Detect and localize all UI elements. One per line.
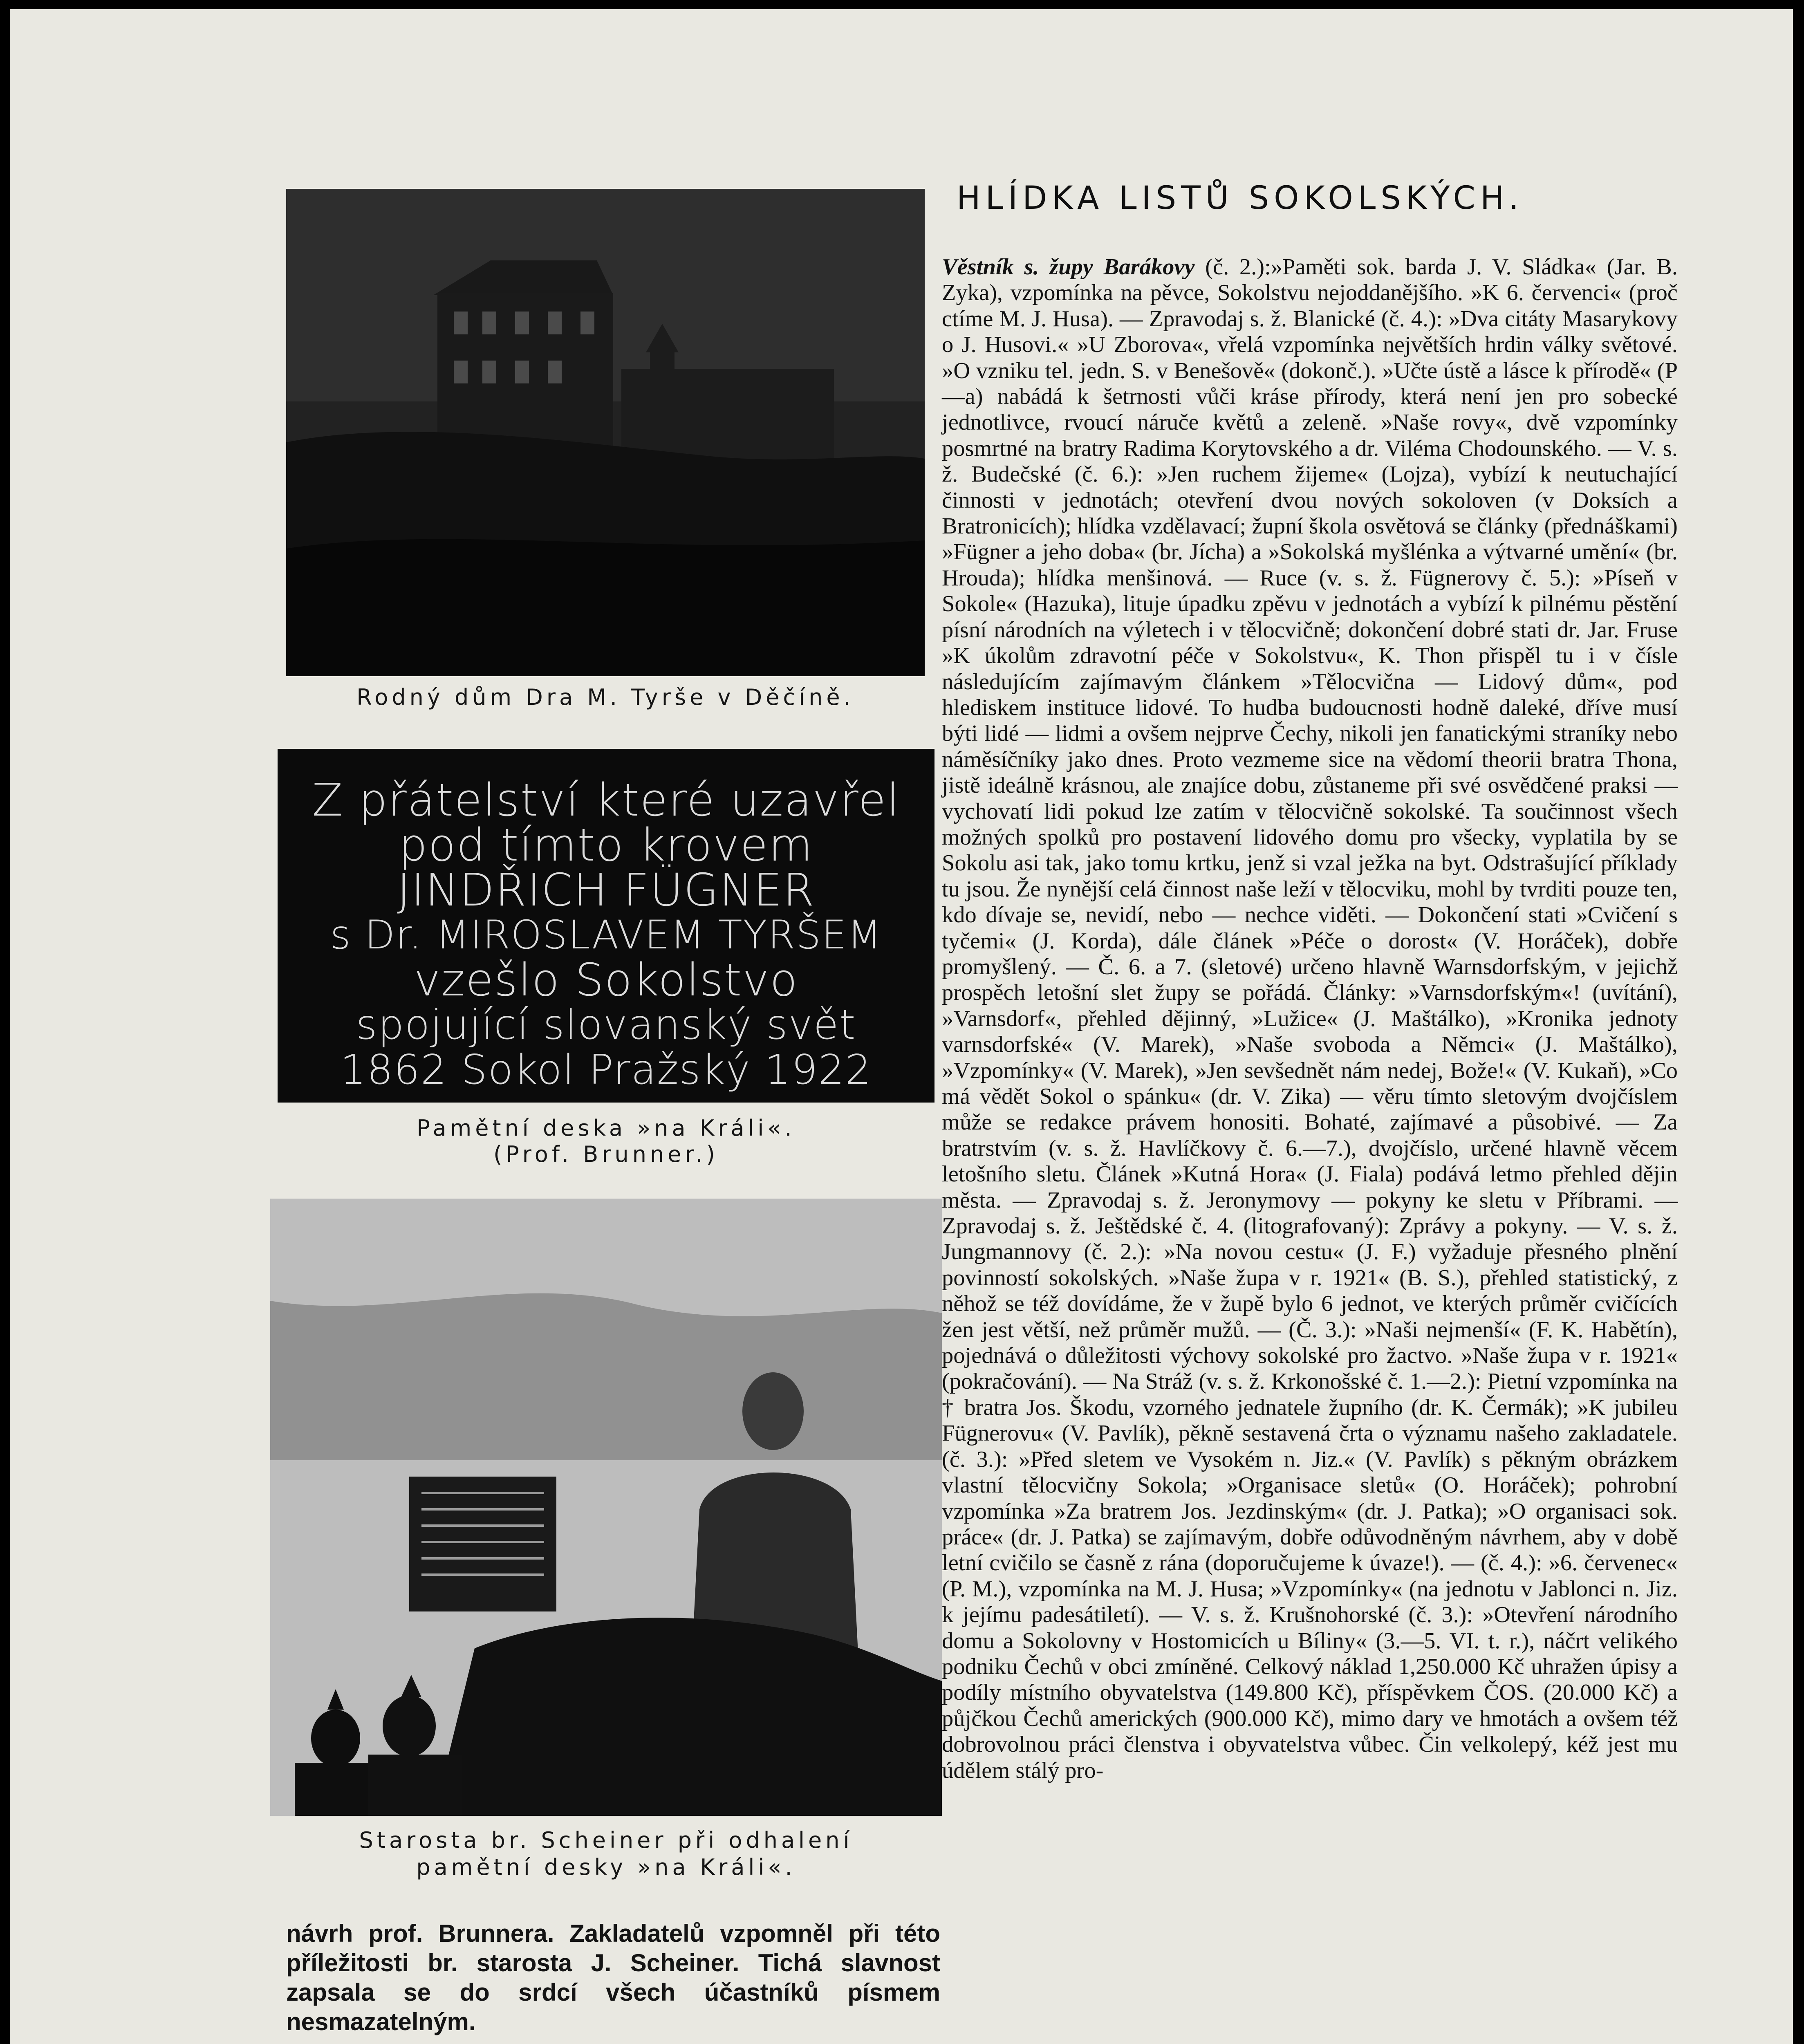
ceremony-photo-image — [270, 1199, 942, 1816]
ceremony-caption-1: Starosta br. Scheiner při odhalení — [359, 1827, 853, 1853]
plaque-caption-1: Pamětní deska »na Králi«. — [417, 1115, 796, 1141]
plaque-caption-2: (Prof. Brunner.) — [493, 1141, 719, 1167]
article-body — [942, 254, 1678, 1784]
memorial-plaque — [278, 749, 934, 1103]
ceremony-caption-2: pamětní desky »na Králi«. — [416, 1854, 796, 1880]
page — [10, 9, 1793, 2044]
article-text: (č. 2.):»Paměti sok. barda J. V. Sládka« (Jar. B. Zyka), vzpomínka na pěvce, Sokolstvu nejoddanějšího. »K 6. červenci« (proč ctíme M. J. Husa). — Zpravodaj s. ž. Blanické (č. 4.): »Dva citáty Masarykovy o J. Husovi.« »U Zborova«, vřelá vzpomínka největších hrdin války světové. »O vzniku tel. jedn. S. v Benešově« (dokonč.). »Učte ústě a lásce k přírodě« (P—a) nabádá k šetrnosti vůči kráse přírody, která není jen pro sobecké jednotlivce, rvoucí náruče květů a zeleně. »Naše rovy«, dvě vzpomínky posmrtné na bratry Radima Korytovského a dr. Viléma Chodounského. — V. s. ž. Budečské (č. 6.): »Jen ruchem žijeme« (Lojza), vybízí k neutuchající činnosti v jednotách; otevření dvou nových sokoloven (v Doksích a Bratronicích); hlídka vzdělavací; župní škola osvětová se články (přednáškami) »Fügner a jeho doba« (br. Jícha) a »Sokolská myšlénka a výtvarné umění« (br. Hrouda); hlídka menšinová. — Ruce (v. s. ž. Fügnerovy č. 5.): »Píseň v Sokole« (Hazuka), lituje úpadku zpěvu v jednotách a vybízí k pilnému pěstění písní národních na výletech i v tělocvičně; dokončení dobré stati dr. Jar. Fruse »K úkolům zdravotní péče v Sokolstvu«, K. Thon přispěl tu i v čísle následujícím zajímavým článkem »Tělocvična — Lidový dům«, pod hlediskem instituce lidové. To hudba budoucnosti hodně daleké, dříve musí býti lidé — lidmi a ovšem nejprve Čechy, nikoli jen fanatickými straníky nebo náměsíčníky jako dnes. Proto vezmeme sice na vědomí theorii bratra Thona, jistě ideálně krásnou, ale znajíce dobu, zůstaneme při své osvědčené praksi — vychovatí lidi pokud lze zatím v tělocvičně sokolské. Ta součinnost všech možných spolků pro postavení lidového domu pro všecky, vyplatila by se Sokolu asi tak, jako tomu krtku, jenž si vzal ježka na byt. Odstrašující příklady tu jsou. Že nynější celá činnost naše leží v tělocviku, mohl by tvrditi pouze ten, kdo dívaje se, nevidí, nebo — nechce viděti. — Dokončení stati »Cvičení s tyčemi« (J. Korda), dále článek »Péče o dorost« (V. Horáček), dobře promyšlený. — Č. 6. a 7. (sletové) určeno hlavně Warnsdorfským, v jejichž prospěch letošní slet župy se pořádá. Články: »Varnsdorfským«! (uvítání), »Varnsdorf«, přehled dějinný, »Lužice« (J. Maštálko), »Kronika jednoty varnsdorfské« (V. Marek), »Naše svoboda a Němci« (J. Maštálko), »Vzpomínky« (V. Marek), »Jen sevšednět nám nedej, Bože!« (V. Kukaň), »Co má vědět Sokol o spánku« (dr. V. Zika) — věru tímto sletovým dvojčíslem může se redakce právem honositi. Bohaté, zajímavé a působivé. — Za bratrstvím (v. s. ž. Havlíčkovy č. 6.—7.), dvojčíslo, určené hlavně věcem letošního sletu. Článek »Kutná Hora« (J. Fiala) podává letmo přehled dějin města. — Zpravodaj s. ž. Jeronymovy — pokyny ke sletu v Příbrami. — Zpravodaj s. ž. Ještědské č. 4. (litografovaný): Zprávy a pokyny. — V. s. ž. Jungmannovy (č. 2.): »Na novou cestu« (J. F.) vyžaduje přesného plnění povinností sokolských. »Naše župa v r. 1921« (B. S.), přehled statistický, z něhož se též dovídáme, že v župě bylo 6 jednot, ve kterých průměr cvičících žen jest větší, než průměr mužů. — (Č. 3.): »Naši nejmenší« (F. K. Habětín), pojednává o důležitosti výchovy sokolské pro žactvo. »Naše župa v r. 1921« (pokračování). — Na Stráž (v. s. ž. Krkonošské č. 1.—2.): Pietní vzpomínka na † bratra Jos. Škodu, vzorného jednatele župního (dr. K. Čermák); »K jubileu Fügnerovu« (V. Pavlík), pěkně sestavená črta o významu našeho zakladatele. (č. 3.): »Před sletem ve Vysokém n. Jiz.« (V. Pavlík) s pěkným obrázkem vlastní tělocvičny Sokola; »Organisace sletů« (O. Horáček); pohrobní vzpomínka »Za bratrem Jos. Jezdinským« (dr. J. Patka); »O organisaci sok. práce« (dr. J. Patka) se zajímavým, dobře odůvodněným návrhem, aby v době letní cvičilo se časně z rána (doporučujeme k úvaze!). — (č. 4.): »6. červenec« (P. M.), vzpomínka na M. J. Husa; »Vzpomínky« (na jednotu v Jablonci n. Jiz. k jejímu padesátiletí). — V. s. ž. Krušnohorské (č. 3.): »Otevření národního domu a Sokolovny v Hostomicích u Bíliny« (3.—5. VI. t. r.), náčrt velikého podniku Čechů v obci zmíněné. Celkový náklad 1,250.000 Kč uhražen úpisy a podíly místního obyvatelstva (149.800 Kč), příspěvkem ČOS. (20.000 Kč) a půjčkou Čechů amerických (900.000 Kč), mimo dary ve hmotách a ovšem též dobrovolnou práci členstva i obyvatelstva vůbec. Čin velkolepý, kéž jest mu údělem stálý pro- — [942, 254, 1678, 1783]
house-photo — [286, 189, 925, 676]
plaque-line: s Dr. MIROSLAVEM TYRŠEM — [330, 912, 882, 958]
left-column-text: návrh prof. Brunnera. Zakladatelů vzpomněl při této příležitosti br. starosta J. Scheiner. Tichá slavnost zapsala se do srdcí všech účastníků písmem nesmazatelným. — [286, 1920, 940, 2035]
ceremony-photo — [270, 1199, 942, 1816]
plaque-line: vzešlo Sokolstvo — [414, 954, 798, 1006]
plaque-line: Z přátelství které uzavřel — [312, 774, 900, 826]
house-photo-image — [286, 189, 925, 676]
plaque-line: spojující slovanský svět — [356, 1001, 856, 1049]
plaque-line: pod tímto krovem — [399, 819, 813, 871]
section-heading: HLÍDKA LISTŮ SOKOLSKÝCH. — [957, 180, 1524, 217]
plaque-line: 1862 Sokol Pražský 1922 — [340, 1046, 872, 1094]
plaque-line: JINDŘICH FÜGNER — [397, 864, 815, 916]
article-lead: Věstník s. župy Barákovy — [942, 254, 1195, 280]
house-caption: Rodný dům Dra M. Tyrše v Děčíně. — [356, 684, 854, 710]
